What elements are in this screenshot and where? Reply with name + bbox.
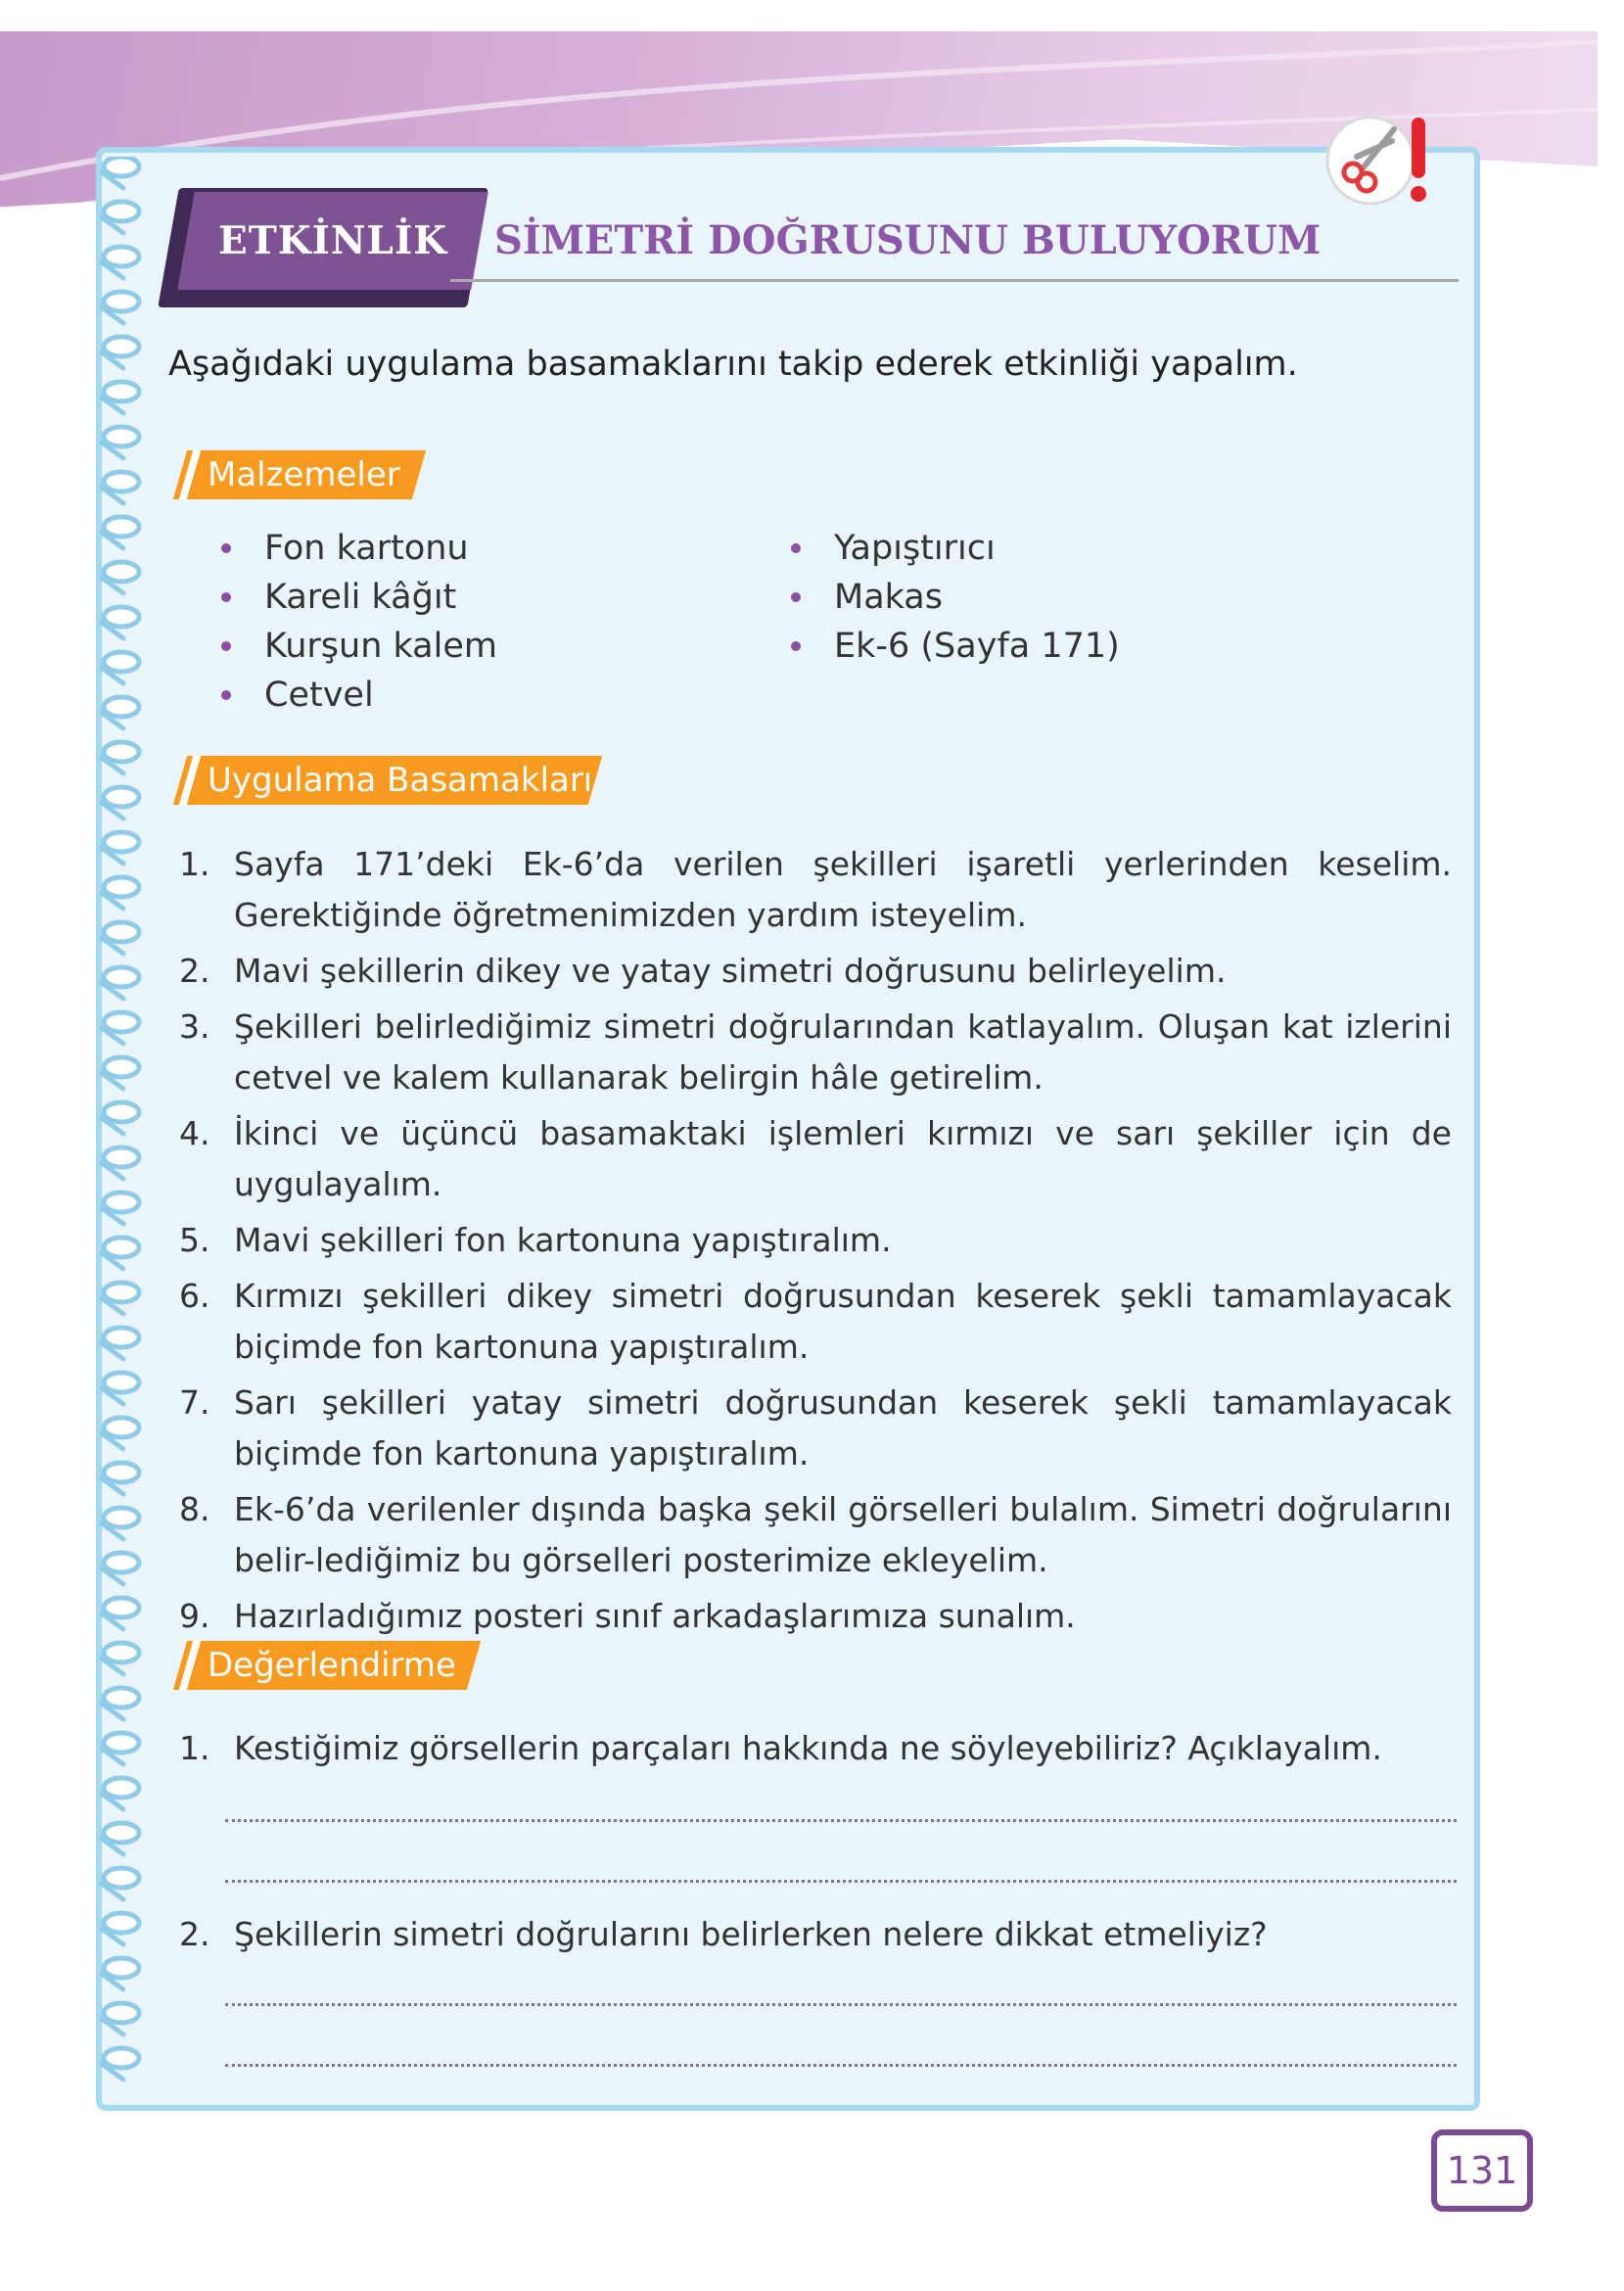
step-number: 8. — [179, 1490, 210, 1528]
answer-line[interactable] — [225, 1880, 1457, 1883]
spiral-ring — [104, 832, 139, 852]
step-text: Mavi şekilleri fon kartonuna yapıştıralım. — [234, 1221, 892, 1259]
steps-list — [179, 839, 1452, 1647]
evaluation-questions — [179, 1909, 1452, 1960]
spiral-ring — [104, 967, 139, 987]
list-item — [791, 573, 1120, 622]
step-number: 9. — [179, 1597, 210, 1635]
spiral-ring — [104, 742, 139, 762]
list-item — [179, 1484, 1452, 1586]
step-number: 5. — [179, 1221, 210, 1259]
list-item — [221, 622, 497, 671]
spiral-ring — [104, 652, 139, 672]
spiral-ring — [104, 1553, 139, 1572]
spiral-ring — [104, 2048, 139, 2068]
materials-list-left — [221, 524, 497, 720]
spiral-ring — [104, 472, 139, 491]
evaluation-label — [173, 1641, 481, 1690]
bullet-icon — [791, 641, 801, 651]
spiral-ring — [104, 517, 139, 537]
material-text: Kareli kâğıt — [264, 578, 457, 617]
step-text: Kırmızı şekilleri dikey simetri doğrusundan keserek şekli tamamlayacak biçimde fon kartonuna yapıştıralım. — [234, 1277, 1452, 1366]
list-item — [179, 1271, 1452, 1373]
spiral-ring — [104, 1102, 139, 1122]
list-item — [221, 573, 497, 622]
spiral-ring — [104, 427, 139, 446]
spiral-ring — [104, 1147, 139, 1167]
spiral-ring — [104, 1778, 139, 1798]
step-text: Sayfa 171’deki Ek-6’da verilen şekilleri işaretli yerlerinden keselim. Gerektiğinde öğretmenimizden yardım isteyelim. — [234, 845, 1452, 934]
spiral-ring — [104, 1328, 139, 1347]
evaluation-label-text: Değerlendirme — [208, 1646, 456, 1685]
spiral-ring — [104, 1913, 139, 1933]
step-number: 1. — [179, 845, 210, 883]
evaluation-questions — [179, 1723, 1452, 1774]
question-text: Şekillerin simetri doğrularını belirlerken nelere dikkat etmeliyiz? — [234, 1915, 1268, 1953]
spiral-ring — [104, 1733, 139, 1753]
material-text: Ek-6 (Sayfa 171) — [834, 627, 1120, 666]
spiral-ring — [104, 1283, 139, 1302]
spiral-ring — [104, 202, 139, 221]
spiral-ring — [104, 292, 139, 311]
step-number: 4. — [179, 1114, 210, 1152]
spiral-ring — [104, 1868, 139, 1888]
spiral-ring — [104, 1643, 139, 1662]
spiral-ring — [104, 1238, 139, 1257]
bullet-icon — [221, 592, 231, 602]
spiral-ring — [104, 562, 139, 582]
spiral-ring — [104, 1192, 139, 1212]
material-text: Yapıştırıcı — [834, 529, 996, 568]
intro-text: Aşağıdaki uygulama basamaklarını takip ederek etkinliği yapalım. — [168, 345, 1298, 384]
spiral-ring — [104, 247, 139, 266]
list-item — [221, 671, 497, 720]
spiral-ring — [104, 1373, 139, 1392]
question-item — [179, 1723, 1452, 1774]
spiral-ring — [104, 877, 139, 897]
bullet-icon — [221, 641, 231, 651]
question-number: 2. — [179, 1915, 210, 1953]
page-number: 131 — [1431, 2129, 1533, 2212]
step-text: Şekilleri belirlediğimiz simetri doğrularından katlayalım. Oluşan kat izlerini cetvel ve kalem kullanarak belirgin hâle getirelim. — [234, 1007, 1452, 1097]
bullet-icon — [221, 690, 231, 700]
materials-label-text: Malzemeler — [208, 455, 400, 494]
list-item — [179, 1591, 1452, 1642]
spiral-ring — [104, 1598, 139, 1617]
list-item — [179, 1215, 1452, 1266]
list-item — [179, 1108, 1452, 1210]
step-number: 6. — [179, 1277, 210, 1315]
spiral-ring — [104, 787, 139, 807]
activity-tag — [177, 192, 488, 290]
list-item — [179, 1378, 1452, 1479]
list-item — [179, 839, 1452, 941]
spiral-ring — [104, 1508, 139, 1527]
steps-label-text: Uygulama Basamakları — [208, 761, 593, 800]
step-text: Sarı şekilleri yatay simetri doğrusundan keserek şekli tamamlayacak biçimde fon kartonuna yapıştıralım. — [234, 1383, 1452, 1473]
step-number: 7. — [179, 1383, 210, 1422]
material-text: Kurşun kalem — [264, 627, 497, 666]
activity-tag-label: ETKİNLİK — [217, 218, 448, 263]
answer-line[interactable] — [225, 2003, 1457, 2006]
question-number: 1. — [179, 1729, 210, 1767]
material-text: Fon kartonu — [264, 529, 469, 568]
answer-line[interactable] — [225, 2064, 1457, 2067]
spiral-ring — [104, 157, 139, 176]
spiral-ring — [104, 1823, 139, 1843]
list-item — [179, 946, 1452, 997]
spiral-ring — [104, 697, 139, 717]
step-text: İkinci ve üçüncü basamaktaki işlemleri kırmızı ve sarı şekiller için de uygulayalım. — [234, 1114, 1452, 1203]
answer-line[interactable] — [225, 1819, 1457, 1822]
spiral-ring — [104, 607, 139, 627]
scissors-icon — [1323, 110, 1439, 208]
activity-title: SİMETRİ DOĞRUSUNU BULUYORUM — [494, 217, 1322, 263]
bullet-icon — [791, 543, 801, 553]
list-item — [221, 524, 497, 573]
title-divider — [450, 279, 1459, 282]
question-text: Kestiğimiz görsellerin parçaları hakkında ne söyleyebiliriz? Açıklayalım. — [234, 1729, 1382, 1767]
step-number: 2. — [179, 952, 210, 990]
spiral-ring — [104, 382, 139, 401]
spiral-binding — [94, 157, 149, 2105]
spiral-ring — [104, 1463, 139, 1482]
question-item — [179, 1909, 1452, 1960]
spiral-ring — [104, 2003, 139, 2023]
spiral-ring — [104, 922, 139, 942]
list-item — [791, 524, 1120, 573]
spiral-ring — [104, 337, 139, 356]
spiral-ring — [104, 1012, 139, 1032]
step-text: Ek-6’da verilenler dışında başka şekil görselleri bulalım. Simetri doğrularını belir-lediğimiz bu görselleri posterimize ekleyelim. — [234, 1490, 1452, 1579]
spiral-ring — [104, 1958, 139, 1978]
materials-list-right — [791, 524, 1120, 671]
list-item — [791, 622, 1120, 671]
steps-label — [173, 756, 602, 805]
bullet-icon — [791, 592, 801, 602]
material-text: Cetvel — [264, 676, 374, 715]
exclamation-icon — [1411, 117, 1426, 202]
materials-label — [173, 450, 426, 499]
spiral-ring — [104, 1688, 139, 1707]
step-number: 3. — [179, 1007, 210, 1046]
material-text: Makas — [834, 578, 943, 617]
list-item — [179, 1002, 1452, 1103]
spiral-ring — [104, 1418, 139, 1437]
step-text: Hazırladığımız posteri sınıf arkadaşlarımıza sunalım. — [234, 1597, 1076, 1635]
step-text: Mavi şekillerin dikey ve yatay simetri doğrusunu belirleyelim. — [234, 952, 1227, 990]
bullet-icon — [221, 543, 231, 553]
spiral-ring — [104, 1057, 139, 1077]
